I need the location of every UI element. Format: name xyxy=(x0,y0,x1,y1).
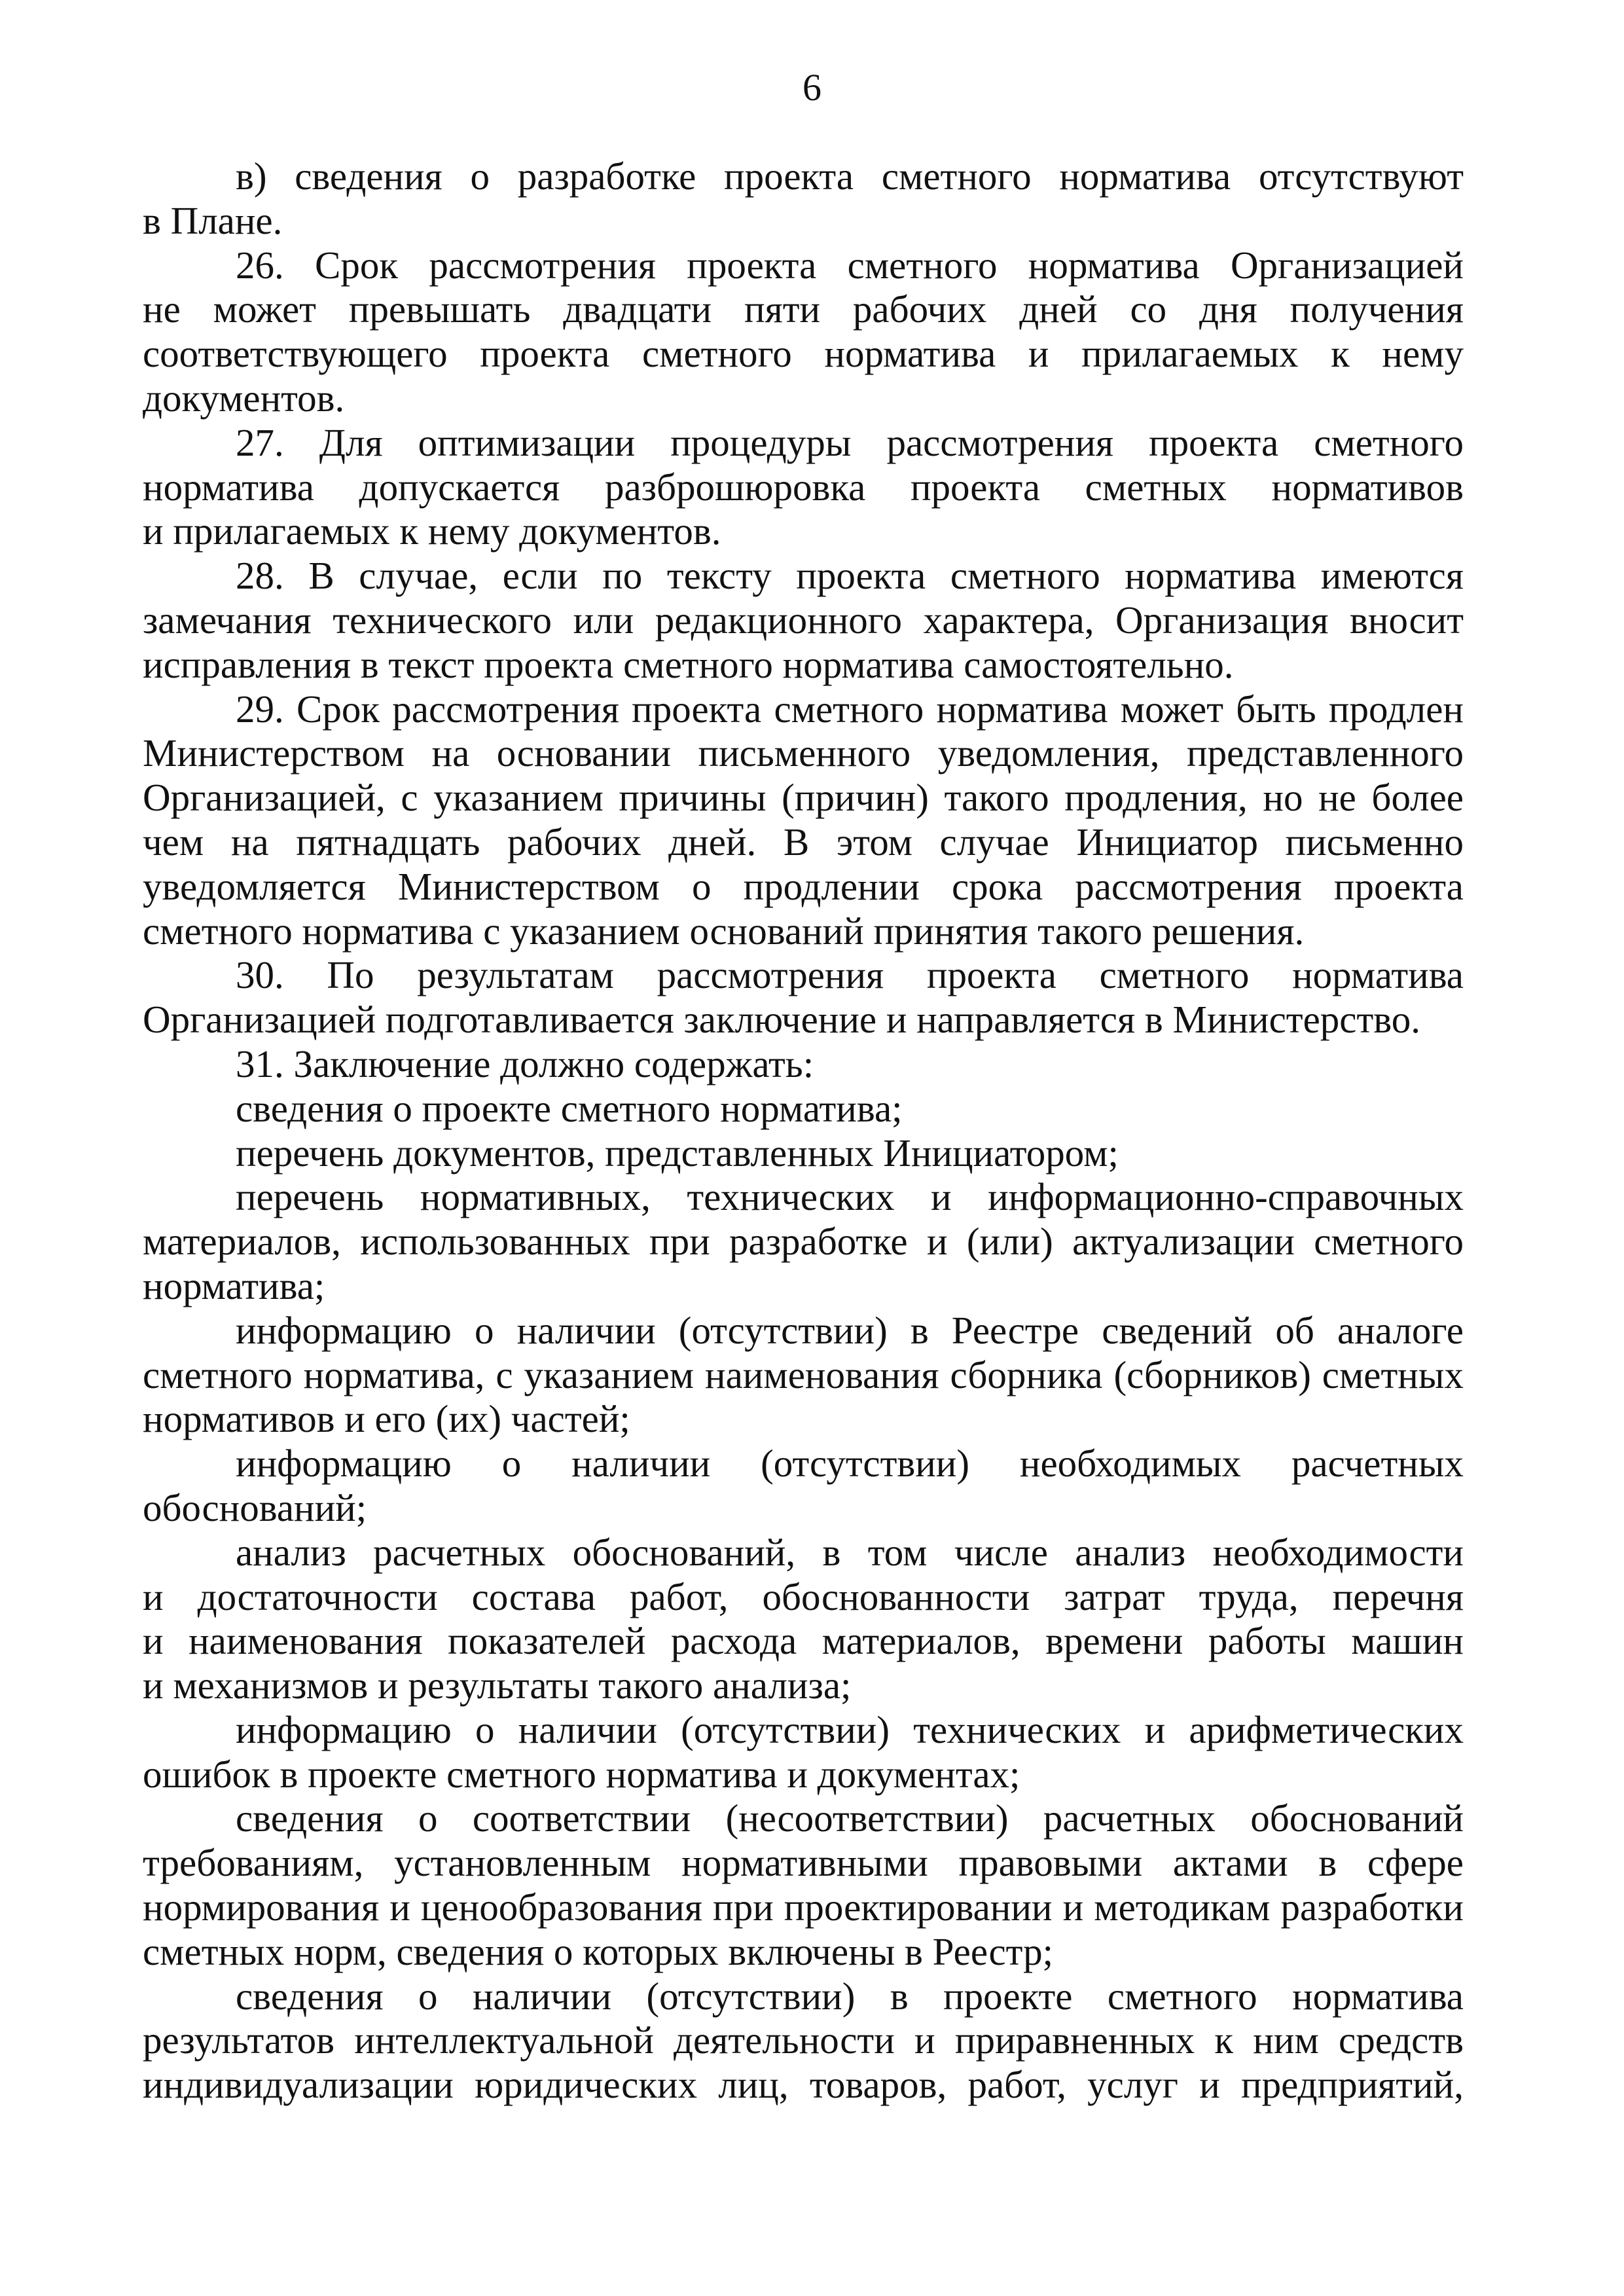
text-line: информацию о наличии (отсутствии) необходимых расчетных xyxy=(236,1442,1464,1485)
text-line: уведомляется Министерством о продлении срока рассмотрения проекта xyxy=(143,864,1464,908)
paragraph xyxy=(143,1975,1464,2107)
text-line: обоснований; xyxy=(143,1485,367,1529)
text-line: и наименования показателей расхода материалов, времени работы машин xyxy=(143,1619,1464,1663)
text-line: Организацией подготавливается заключение и направляется в Министерство. xyxy=(143,998,1420,1042)
text-line: соответствующего проекта сметного норматива и прилагаемых к нему xyxy=(143,332,1464,376)
text-line: сметного норматива с указанием оснований принятия такого решения. xyxy=(143,909,1305,953)
document-body xyxy=(143,155,1464,2107)
text-line: не может превышать двадцати пяти рабочих дней со дня получения xyxy=(143,287,1464,331)
text-line: сведения о соответствии (несоответствии) расчетных обоснований xyxy=(236,1796,1464,1840)
text-line: сведения о проекте сметного норматива; xyxy=(236,1086,903,1130)
text-line: перечень нормативных, технических и информационно-справочных xyxy=(236,1175,1464,1219)
paragraph xyxy=(143,1042,1464,1087)
text-line: ошибок в проекте сметного норматива и документах; xyxy=(143,1752,1020,1796)
paragraph xyxy=(143,1708,1464,1797)
text-line: 29. Срок рассмотрения проекта сметного норматива может быть продлен xyxy=(236,687,1464,731)
text-line: сведения о наличии (отсутствии) в проекте сметного норматива xyxy=(236,1974,1464,2018)
text-line: 28. В случае, если по тексту проекта сметного норматива имеются xyxy=(236,554,1464,598)
paragraph xyxy=(143,1309,1464,1442)
text-line: и достаточности состава работ, обоснованности затрат труда, перечня xyxy=(143,1575,1464,1618)
paragraph xyxy=(143,953,1464,1042)
paragraph xyxy=(143,1131,1464,1176)
page-number: 6 xyxy=(803,66,821,109)
text-line: норматива допускается разброшюровка проекта сметных нормативов xyxy=(143,465,1464,509)
paragraph xyxy=(143,1442,1464,1531)
text-line: анализ расчетных обоснований, в том числе анализ необходимости xyxy=(236,1530,1464,1574)
text-line: результатов интеллектуальной деятельности и приравненных к ним средств xyxy=(143,2018,1464,2062)
text-line: информацию о наличии (отсутствии) в Реестре сведений об аналоге xyxy=(236,1308,1464,1352)
text-line: Организацией, с указанием причины (причин) такого продления, но не более xyxy=(143,776,1464,820)
text-line: в) сведения о разработке проекта сметного норматива отсутствуют xyxy=(236,155,1464,198)
text-line: требованиям, установленным нормативными правовыми актами в сфере xyxy=(143,1841,1464,1885)
text-line: чем на пятнадцать рабочих дней. В этом случае Инициатор письменно xyxy=(143,820,1464,864)
paragraph xyxy=(143,421,1464,554)
paragraph xyxy=(143,244,1464,421)
text-line: 26. Срок рассмотрения проекта сметного норматива Организацией xyxy=(236,243,1464,287)
text-line: сметных норм, сведения о которых включены в Реестр; xyxy=(143,1929,1054,1973)
text-line: Министерством на основании письменного уведомления, представленного xyxy=(143,731,1464,775)
text-line: перечень документов, представленных Инициатором; xyxy=(236,1131,1119,1175)
text-line: сметного норматива, с указанием наименования сборника (сборников) сметных xyxy=(143,1353,1464,1396)
text-line: замечания технического или редакционного характера, Организация вносит xyxy=(143,598,1464,642)
paragraph xyxy=(143,554,1464,687)
text-line: 27. Для оптимизации процедуры рассмотрения проекта сметного xyxy=(236,420,1464,464)
text-line: в Плане. xyxy=(143,198,283,242)
text-line: нормирования и ценообразования при проектировании и методикам разработки xyxy=(143,1886,1464,1929)
paragraph xyxy=(143,1531,1464,1708)
text-line: и механизмов и результаты такого анализа; xyxy=(143,1664,852,1707)
text-line: 31. Заключение должно содержать: xyxy=(236,1042,814,1085)
text-line: норматива; xyxy=(143,1264,325,1307)
text-line: 30. По результатам рассмотрения проекта сметного норматива xyxy=(236,953,1464,997)
text-line: индивидуализации юридических лиц, товаров, работ, услуг и предприятий, xyxy=(143,2063,1464,2107)
paragraph xyxy=(143,155,1464,244)
paragraph xyxy=(143,1796,1464,1974)
paragraph xyxy=(143,1087,1464,1131)
paragraph xyxy=(143,1175,1464,1308)
text-line: информацию о наличии (отсутствии) технических и арифметических xyxy=(236,1707,1464,1751)
text-line: материалов, использованных при разработке и (или) актуализации сметного xyxy=(143,1220,1464,1264)
text-line: нормативов и его (их) частей; xyxy=(143,1397,630,1441)
paragraph xyxy=(143,687,1464,954)
text-line: документов. xyxy=(143,376,345,420)
text-line: исправления в текст проекта сметного норматива самостоятельно. xyxy=(143,642,1234,686)
text-line: и прилагаемых к нему документов. xyxy=(143,509,721,553)
